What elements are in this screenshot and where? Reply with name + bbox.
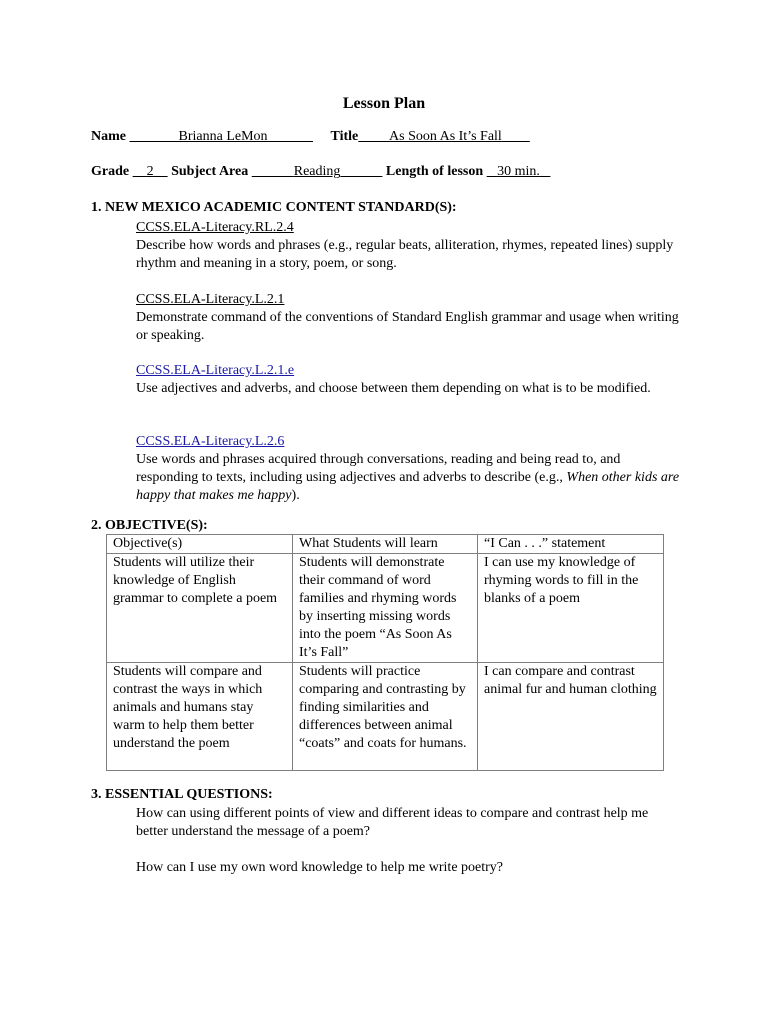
table-cell: Students will practice comparing and contrasting by finding similarities and differences between animal “coats” and coats for humans. [293, 663, 478, 771]
grade-value: 2 [146, 164, 154, 179]
page-title: Lesson Plan [342, 95, 426, 112]
objectives-table [106, 534, 664, 771]
table-row [107, 554, 664, 663]
standard-item [136, 433, 681, 505]
name-label: Name [91, 129, 126, 144]
table-cell: I can compare and contrast animal fur and human clothing [478, 663, 664, 771]
section-standards-heading: 1. NEW MEXICO ACADEMIC CONTENT STANDARD(S): [91, 200, 457, 215]
example-italic-text: When other kids are happy that makes me happy [136, 470, 680, 503]
name-title-row [91, 128, 530, 146]
length-label: Length of lesson [385, 164, 484, 179]
grade-field[interactable] [133, 164, 168, 179]
description-text-end: ). [291, 488, 300, 503]
table-cell: Students will demonstrate their command of word families and rhyming words by inserting missing words into the poem “As Soon As It’s Fall” [293, 554, 478, 663]
length-value: 30 min. [497, 164, 540, 179]
description-text: Use words and phrases acquired through conversations, reading and being read to, and responding to texts, including using adjectives and adverbs to describe (e.g., [136, 452, 621, 485]
column-header: “I Can . . .” statement [478, 535, 664, 554]
title-value: As Soon As It’s Fall [389, 129, 502, 144]
standard-item [136, 291, 681, 345]
essential-question: How can using different points of view and different ideas to compare and contrast help me better understand the message of a poem? [136, 806, 649, 839]
standard-code: CCSS.ELA-Literacy.L.2.1 [136, 292, 285, 307]
subject-label: Subject Area [171, 164, 249, 179]
essential-question: How can I use my own word knowledge to help me write poetry? [136, 860, 504, 875]
column-header: Objective(s) [107, 535, 293, 554]
subject-value: Reading [293, 164, 341, 179]
standard-link[interactable]: CCSS.ELA-Literacy.L.2.6 [136, 434, 285, 449]
grade-subject-row [91, 163, 550, 181]
standard-description: Demonstrate command of the conventions of Standard English grammar and usage when writing or speaking. [136, 310, 679, 343]
column-header: What Students will learn [293, 535, 478, 554]
table-cell: Students will compare and contrast the ways in which animals and humans stay warm to help them better understand the poem [107, 663, 293, 771]
section-questions-heading: 3. ESSENTIAL QUESTIONS: [91, 787, 273, 802]
subject-field[interactable] [252, 164, 383, 179]
table-cell: Students will utilize their knowledge of English grammar to complete a poem [107, 554, 293, 663]
standard-description: Use adjectives and adverbs, and choose between them depending on what is to be modified. [136, 381, 651, 396]
table-cell: I can use my knowledge of rhyming words to fill in the blanks of a poem [478, 554, 664, 663]
section-objectives-heading: 2. OBJECTIVE(S): [91, 518, 208, 533]
table-header-row [107, 535, 664, 554]
standard-description: Describe how words and phrases (e.g., regular beats, alliteration, rhymes, repeated lines) supply rhythm and meaning in a story, poem, or song. [136, 238, 674, 271]
standard-link[interactable]: CCSS.ELA-Literacy.L.2.1.e [136, 363, 295, 378]
length-field[interactable] [487, 164, 551, 179]
table-row [107, 663, 664, 771]
standard-item [136, 219, 681, 273]
standard-description [136, 451, 681, 505]
name-value: Brianna LeMon [178, 129, 268, 144]
grade-label: Grade [91, 164, 130, 179]
name-field[interactable] [130, 129, 314, 144]
standard-code: CCSS.ELA-Literacy.RL.2.4 [136, 220, 294, 235]
standard-item [136, 362, 681, 398]
title-field[interactable] [358, 129, 530, 144]
title-label: Title [330, 129, 359, 144]
